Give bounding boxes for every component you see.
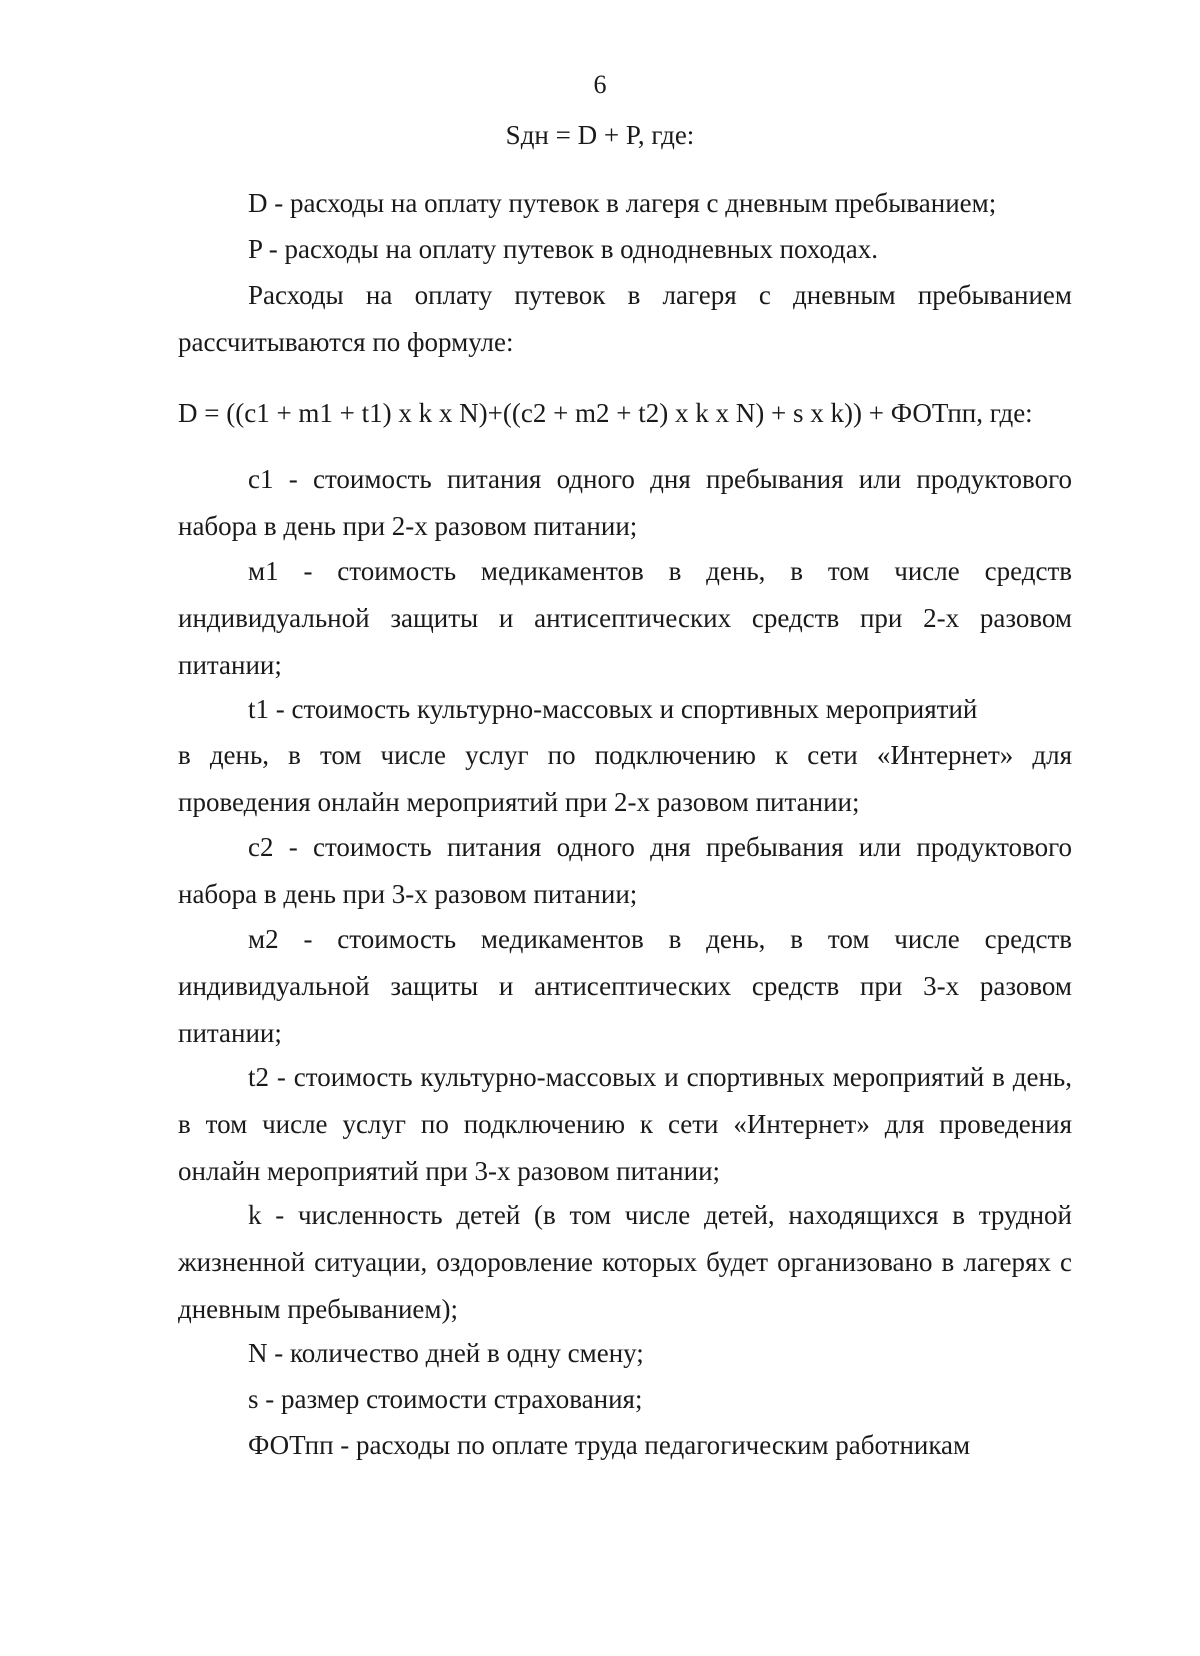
definition-n: N - количество дней в одну смену; xyxy=(248,1338,644,1368)
definition-s: s - размер стоимости страхования; xyxy=(248,1384,643,1414)
definition-t2: t2 - стоимость культурно-массовых и спортивных мероприятий в день, в том числе услуг по подключению к сети «Интернет» для проведения онлайн мероприятий при 3-х разовом питании; xyxy=(178,1062,1072,1186)
definition-d: D - расходы на оплату путевок в лагеря с дневным пребыванием; xyxy=(248,188,997,218)
definition-k: k - численность детей (в том числе детей, находящихся в трудной жизненной ситуации, оздоровление которых будет организовано в лагерях с дневным пребыванием); xyxy=(178,1200,1072,1324)
formula-d: D = ((c1 + m1 + t1) x k x N)+((c2 + m2 + t2) x k x N) + s x k)) + ФОТпп, где: xyxy=(178,398,1033,428)
definition-fotpp: ФОТпп - расходы по оплате труда педагогическим работникам xyxy=(248,1430,971,1460)
definition-m1: м1 - стоимость медикаментов в день, в том числе средств индивидуальной защиты и антисептических средств при 2-х разовом питании; xyxy=(178,556,1072,680)
definition-m2: м2 - стоимость медикаментов в день, в том числе средств индивидуальной защиты и антисептических средств при 3-х разовом питании; xyxy=(178,924,1072,1048)
page-number: 6 xyxy=(593,70,607,99)
definition-t1: t1 - стоимость культурно-массовых и спортивных мероприятий xyxy=(248,694,978,724)
definition-c1: c1 - стоимость питания одного дня пребывания или продуктового набора в день при 2-х разовом питании; xyxy=(178,464,1072,541)
definition-c2: c2 - стоимость питания одного дня пребывания или продуктового набора в день при 3-х разовом питании; xyxy=(178,832,1072,909)
definition-p: P - расходы на оплату путевок в однодневных походах. xyxy=(248,234,879,264)
intro-paragraph: Расходы на оплату путевок в лагеря с дневным пребыванием рассчитываются по формуле: xyxy=(178,280,1072,357)
formula-sdn: Sдн = D + P, где: xyxy=(505,120,695,150)
definition-t1-continuation: в день, в том числе услуг по подключению к сети «Интернет» для проведения онлайн мероприятий при 2-х разовом питании; xyxy=(178,740,1072,817)
